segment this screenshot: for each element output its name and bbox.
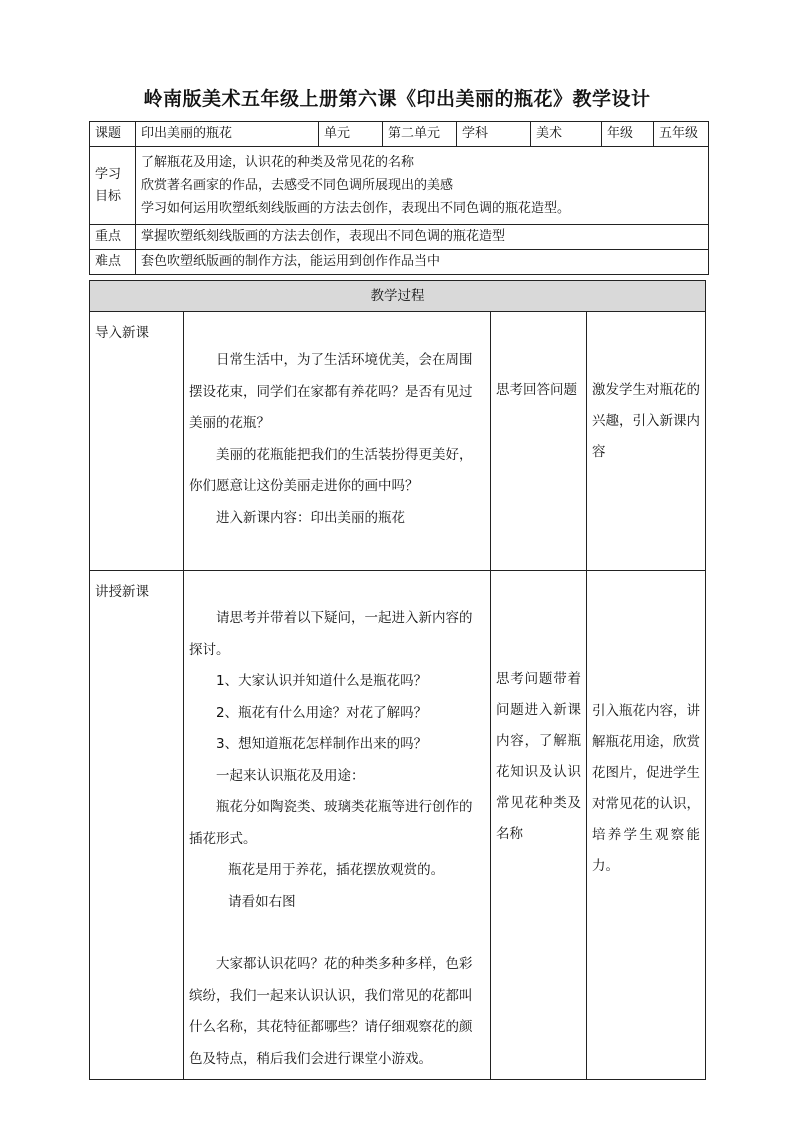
- lecture-paragraph: 一起来认识瓶花及用途：: [216, 767, 365, 784]
- unit-value: 第二单元: [383, 122, 457, 147]
- subject-value: 美术: [531, 122, 602, 147]
- lecture-paragraph: 请思考并带着以下疑问，一起进入新内容的探讨。: [189, 610, 473, 658]
- difficulty-text: 套色吹塑纸版画的制作方法，能运用到创作作品当中: [136, 250, 709, 275]
- key-point-label: 重点: [90, 225, 136, 250]
- lecture-content: [184, 571, 491, 1080]
- lecture-paragraph: 大家都认识花吗？花的种类多种多样，色彩缤纷，我们一起来认识认识，我们常见的花都叫什么名称，其花特征都哪些？请仔细观察花的颜色及特点，稍后我们会进行课堂小游戏。: [189, 956, 473, 1067]
- topic-label: 课题: [90, 122, 136, 147]
- unit-label: 单元: [319, 122, 383, 147]
- objectives-row: [90, 147, 709, 225]
- lecture-question: 1、大家认识并知道什么是瓶花吗？: [216, 673, 428, 689]
- intro-paragraph: 美丽的花瓶能把我们的生活装扮得更美好，你们愿意让这份美丽走进你的画中吗？: [189, 446, 473, 494]
- objectives-label-line-1: 学习: [95, 166, 122, 182]
- intro-row: [90, 312, 706, 571]
- subject-label: 学科: [457, 122, 531, 147]
- grade-value: 五年级: [654, 122, 709, 147]
- intro-content: [184, 312, 491, 571]
- lecture-paragraph: 请看如右图: [228, 893, 296, 910]
- intro-design-intent: 激发学生对瓶花的兴趣，引入新课内容: [587, 312, 706, 571]
- objective-item: 欣赏著名画家的作品，去感受不同色调所展现出的美感: [141, 178, 454, 193]
- lecture-question: 3、想知道瓶花怎样制作出来的吗？: [216, 736, 428, 752]
- intro-paragraph: 进入新课内容：印出美丽的瓶花: [216, 509, 405, 526]
- intro-label: 导入新课: [90, 312, 184, 571]
- intro-student-activity: 思考回答问题: [491, 312, 587, 571]
- lecture-label: 讲授新课: [90, 571, 184, 1080]
- difficulty-label: 难点: [90, 250, 136, 275]
- objectives-label-line-2: 目标: [95, 188, 122, 204]
- objective-item: 了解瓶花及用途，认识花的种类及常见花的名称: [141, 155, 415, 170]
- lecture-student-activity: 思考问题带着问题进入新课内容，了解瓶花知识及认识常见花种类及名称: [491, 571, 587, 1080]
- difficulty-row: [90, 250, 709, 275]
- page-title: 岭南版美术五年级上册第六课《印出美丽的瓶花》教学设计: [143, 88, 651, 110]
- lecture-row: [90, 571, 706, 1080]
- lecture-paragraph: 瓶花分如陶瓷类、玻璃类花瓶等进行创作的插花形式。: [189, 799, 473, 847]
- lecture-design-intent: 引入瓶花内容，讲解瓶花用途，欣赏花图片，促进学生对常见花的认识，培养学生观察能力。: [587, 571, 706, 1080]
- info-table: [89, 121, 709, 275]
- grade-label: 年级: [602, 122, 654, 147]
- process-header: 教学过程: [90, 281, 706, 312]
- key-point-text: 掌握吹塑纸刻线版画的方法去创作，表现出不同色调的瓶花造型: [136, 225, 709, 250]
- intro-paragraph: 日常生活中，为了生活环境优美，会在周围摆设花束，同学们在家都有养花吗？是否有见过美丽的花瓶？: [189, 352, 473, 431]
- objectives-content: [136, 147, 709, 225]
- lecture-question: 2、瓶花有什么用途？对花了解吗？: [216, 704, 428, 721]
- info-row: [90, 122, 709, 147]
- objectives-label: [90, 147, 136, 225]
- process-header-row: [90, 281, 706, 312]
- objective-item: 学习如何运用吹塑纸刻线版画的方法去创作，表现出不同色调的瓶花造型。: [141, 201, 571, 216]
- topic-value: 印出美丽的瓶花: [136, 122, 319, 147]
- key-point-row: [90, 225, 709, 250]
- process-table: [89, 280, 706, 1080]
- lecture-paragraph: 瓶花是用于养花，插花摆放观赏的。: [228, 862, 445, 878]
